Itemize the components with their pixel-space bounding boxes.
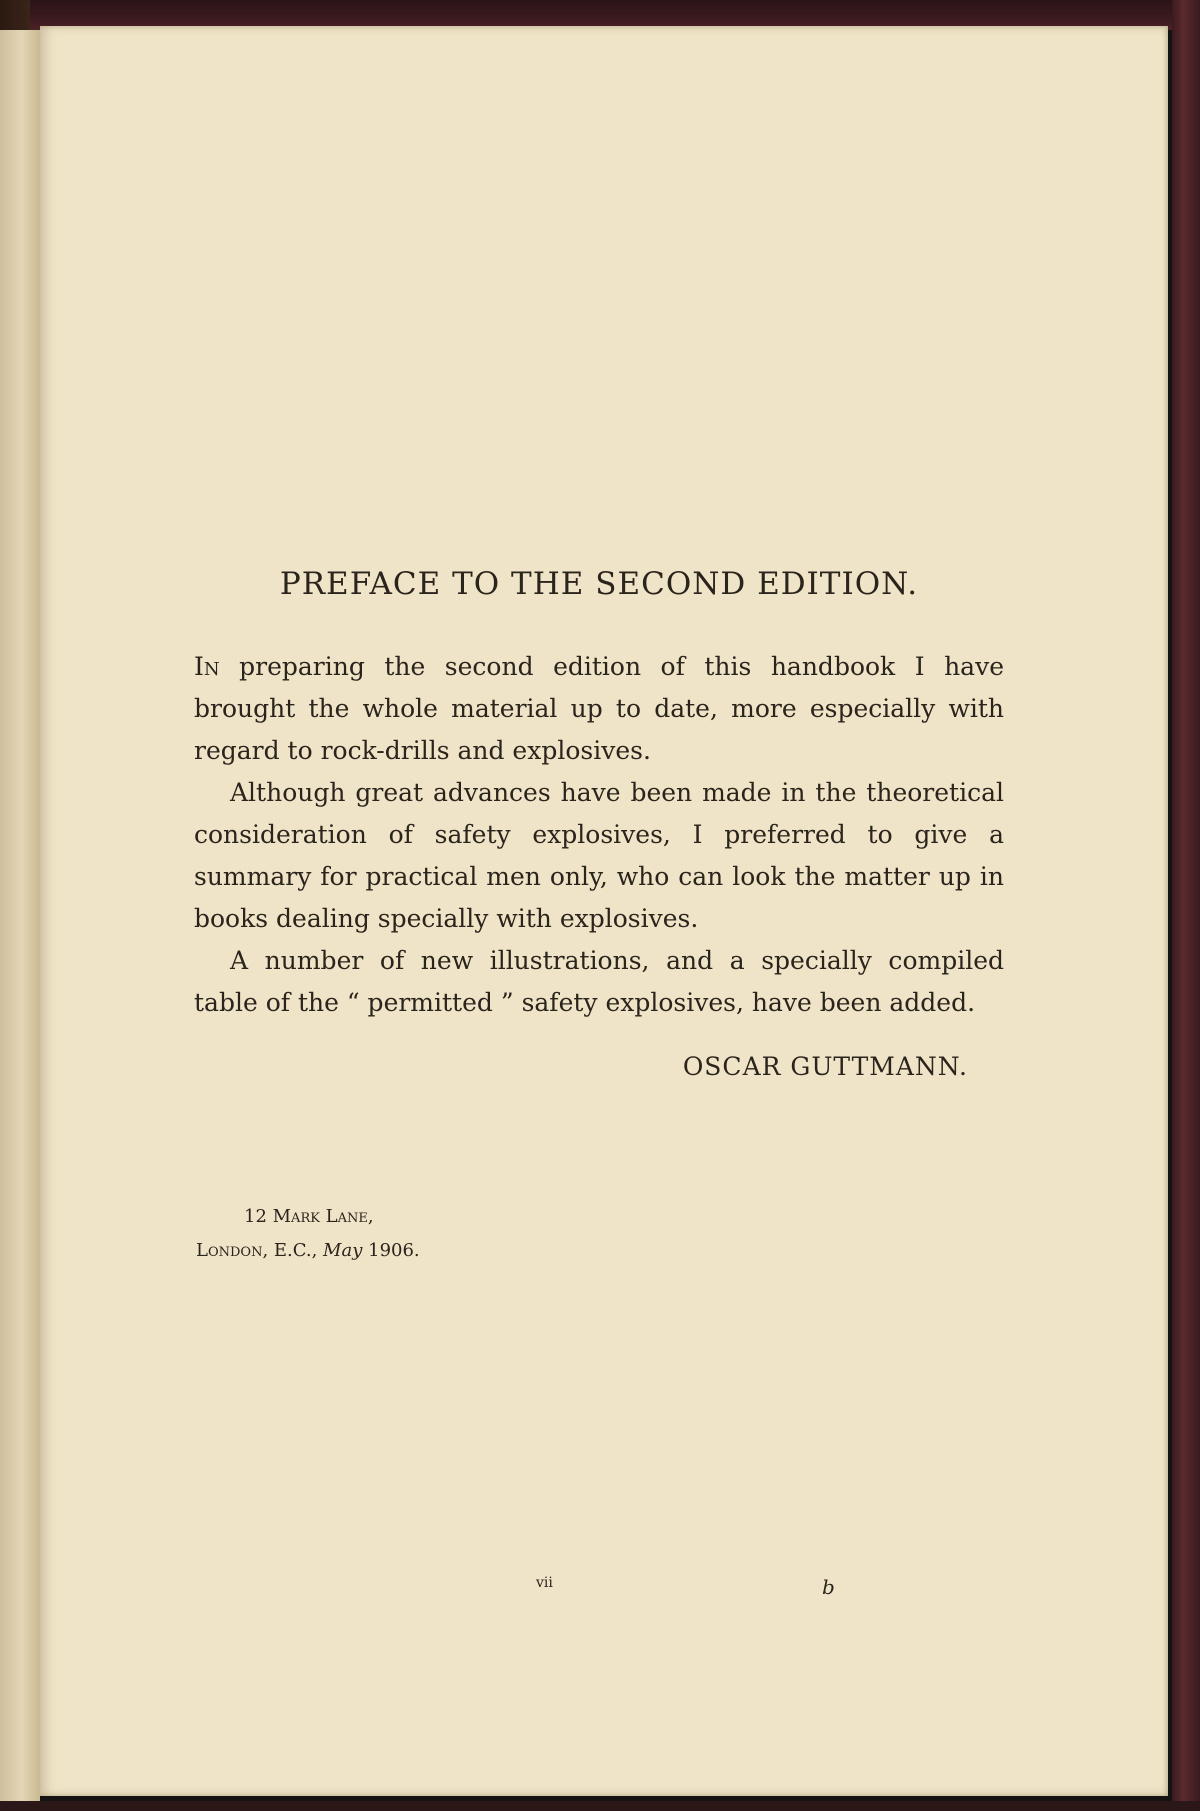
paragraph-1-lead: In	[194, 652, 220, 681]
address-place-date	[196, 1234, 420, 1268]
address-month: May	[323, 1240, 363, 1261]
page-title: PREFACE TO THE SECOND EDITION.	[279, 566, 919, 602]
address-block	[196, 1200, 420, 1268]
author-signature: OSCAR GUTTMANN.	[682, 1052, 968, 1081]
address-place: London, E.C.,	[196, 1240, 324, 1261]
paragraph-1	[194, 646, 1004, 772]
paragraph-3: A number of new illustrations, and a specially compiled table of the “ permitted ” safety explosives, have been added.	[194, 946, 1004, 1017]
preface-body	[194, 566, 1004, 1081]
paragraph-1-text: preparing the second edition of this handbook I have brought the whole material up to date, more especially with regard to rock-drills and explosives.	[194, 652, 1004, 765]
address-street: 12 Mark Lane,	[244, 1206, 374, 1227]
paragraph-2: Although great advances have been made in the theoretical consideration of safety explosives, I preferred to give a summary for practical men only, who can look the matter up in books dealing specially with explosives.	[194, 778, 1004, 933]
page-gutter	[0, 30, 40, 1801]
address-year: 1906.	[362, 1240, 420, 1261]
book-page	[40, 26, 1168, 1796]
page-number: vii	[536, 1575, 553, 1591]
book-cover-bottom	[0, 1801, 1200, 1811]
signature-mark: b	[822, 1575, 835, 1599]
book-cover-right	[1172, 0, 1200, 1811]
